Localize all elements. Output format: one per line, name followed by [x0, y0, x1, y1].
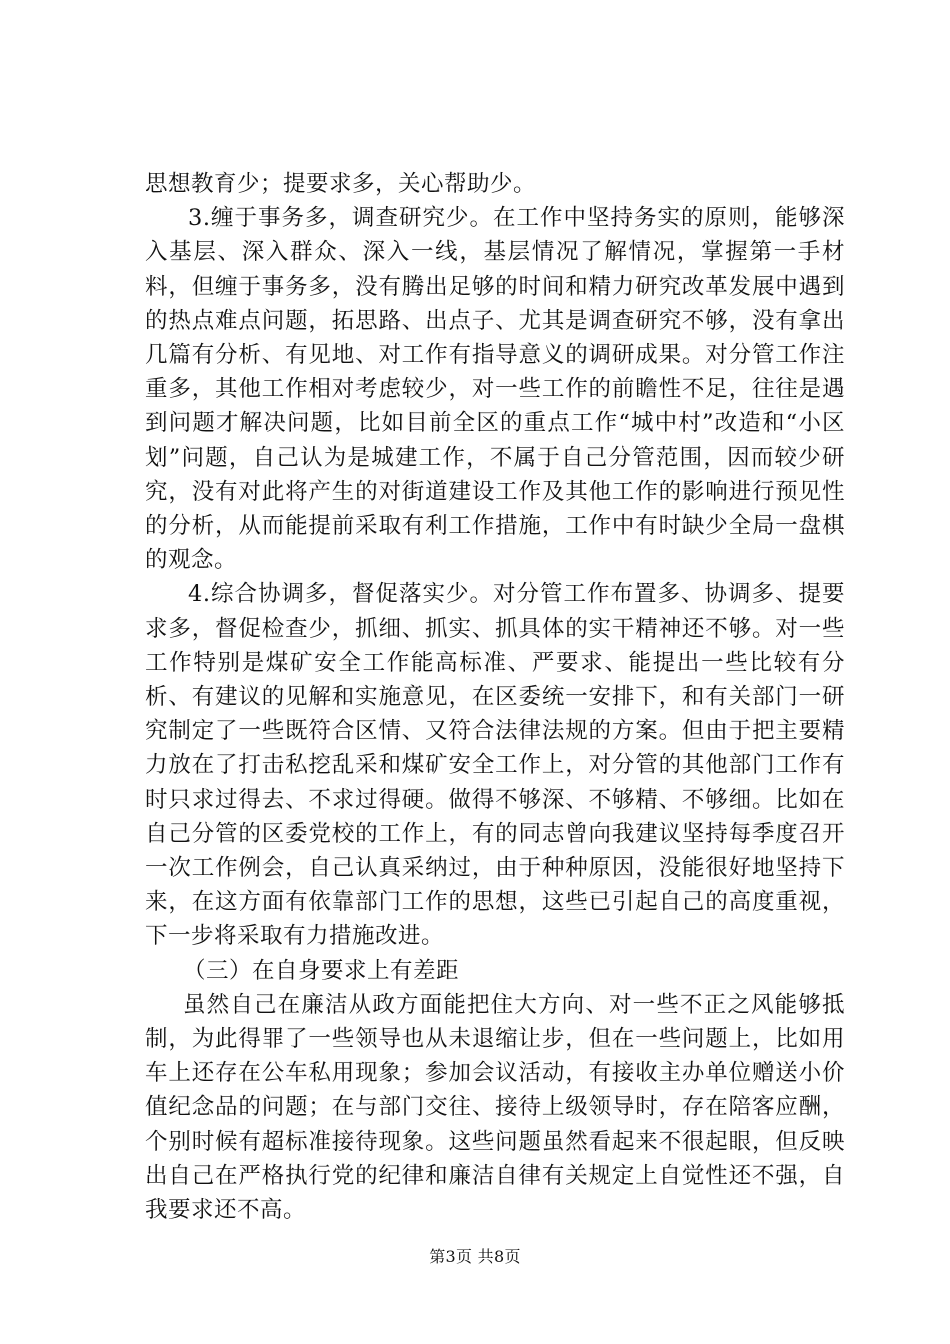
page-footer — [0, 1244, 950, 1267]
section-heading-3: （三）在自身要求上有差距 — [183, 957, 460, 984]
paragraph-item-3: 3.缠于事务多，调查研究少。在工作中坚持务实的原则，能够深入基层、深入群众、深入一线，基层情况了解情况，掌握第一手材料，但缠于事务多，没有腾出足够的时间和精力研究改革发展中遇到的热点难点问题，拓思路、出点子、尤其是调查研究不够，没有拿出几篇有分析、有见地、对工作有指导意义的调研成果。对分管工作注重多，其他工作相对考虑较少，对一些工作的前瞻性不足，往往是遇到问题才解决问题，比如目前全区的重点工作“城中村”改造和“小区划”问题，自己认为是城建工作，不属于自己分管范围，因而较少研究，没有对此将产生的对街道建设工作及其他工作的影响进行预见性的分析，从而能提前采取有利工作措施，工作中有时缺少全局一盘棋的观念。 — [145, 205, 845, 574]
document-body — [145, 167, 845, 1227]
paragraph-continuation: 思想教育少；提要求多，关心帮助少。 — [145, 171, 537, 197]
page-number: 第3页 共8页 — [429, 1247, 521, 1266]
paragraph-item-4: 4.综合协调多，督促落实少。对分管工作布置多、协调多、提要求多，督促检查少，抓细、抓实、抓具体的实干精神还不够。对一些工作特别是煤矿安全工作能高标准、严要求、能提出一些比较有分析、有建议的见解和实施意见，在区委统一安排下，和有关部门一研究制定了一些既符合区情、又符合法律法规的方案。但由于把主要精力放在了打击私挖乱采和煤矿安全工作上，对分管的其他部门工作有时只求过得去、不求过得硬。做得不够深、不够精、不够细。比如在自己分管的区委党校的工作上，有的同志曾向我建议坚持每季度召开一次工作例会，自己认真采纳过，由于种种原因，没能很好地坚持下来，在这方面有依靠部门工作的思想，这些已引起自己的高度重视，下一步将采取有力措施改进。 — [145, 581, 845, 950]
paragraph-self-requirement: 虽然自己在廉洁从政方面能把住大方向、对一些不正之风能够抵制，为此得罪了一些领导也从未退缩让步，但在一些问题上，比如用车上还存在公车私用现象；参加会议活动，有接收主办单位赠送小价值纪念品的问题；在与部门交往、接待上级领导时，存在陪客应酬，个别时候有超标准接待现象。这些问题虽然看起来不很起眼，但反映出自己在严格执行党的纪律和廉洁自律有关规定上自觉性还不强，自我要求还不高。 — [145, 991, 845, 1224]
